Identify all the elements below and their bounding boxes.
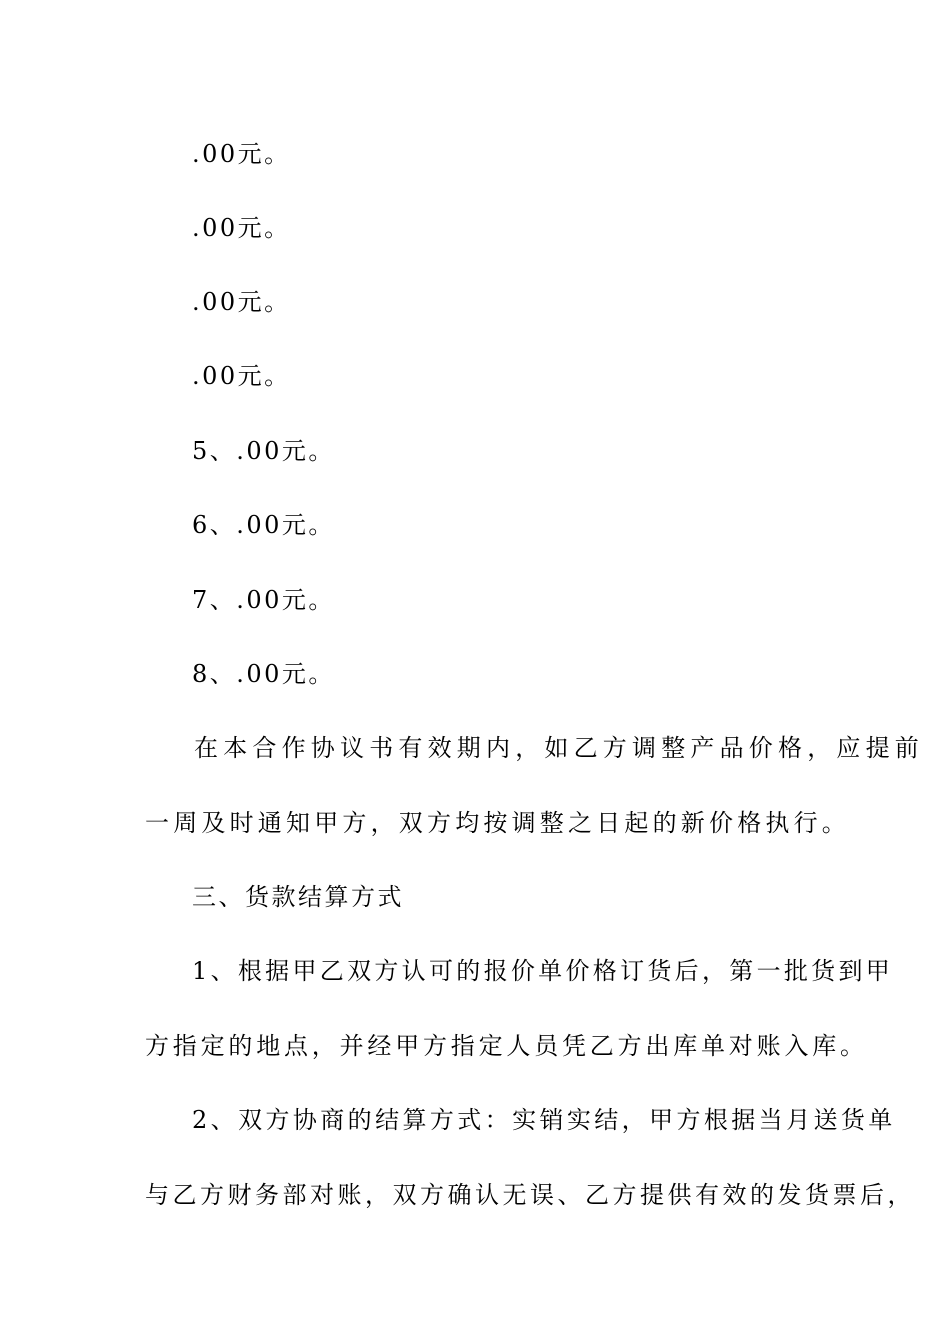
price-line-1: .00元。 bbox=[192, 140, 291, 168]
price-line-2: .00元。 bbox=[192, 214, 291, 242]
price-adjust-paragraph-line-2: 一周及时通知甲方，双方均按调整之日起的新价格执行。 bbox=[145, 809, 850, 837]
price-line-4: .00元。 bbox=[192, 362, 291, 390]
price-line-7: 7、.00元。 bbox=[192, 586, 335, 614]
settlement-item-1-line-1: 1、根据甲乙双方认可的报价单价格订货后，第一批货到甲 bbox=[192, 957, 894, 985]
settlement-item-1-line-2: 方指定的地点，并经甲方指定人员凭乙方出库单对账入库。 bbox=[145, 1032, 868, 1060]
price-line-8: 8、.00元。 bbox=[192, 660, 335, 688]
price-line-6: 6、.00元。 bbox=[192, 511, 335, 539]
price-line-3: .00元。 bbox=[192, 288, 291, 316]
settlement-item-2-line-2: 与乙方财务部对账，双方确认无误、乙方提供有效的发货票后， bbox=[145, 1181, 915, 1209]
settlement-item-2-line-1: 2、双方协商的结算方式：实销实结，甲方根据当月送货单 bbox=[192, 1106, 896, 1134]
section-heading: 三、货款结算方式 bbox=[192, 883, 404, 911]
price-adjust-paragraph-line-1: 在本合作协议书有效期内，如乙方调整产品价格，应提前 bbox=[194, 734, 924, 762]
price-line-5: 5、.00元。 bbox=[192, 437, 335, 465]
